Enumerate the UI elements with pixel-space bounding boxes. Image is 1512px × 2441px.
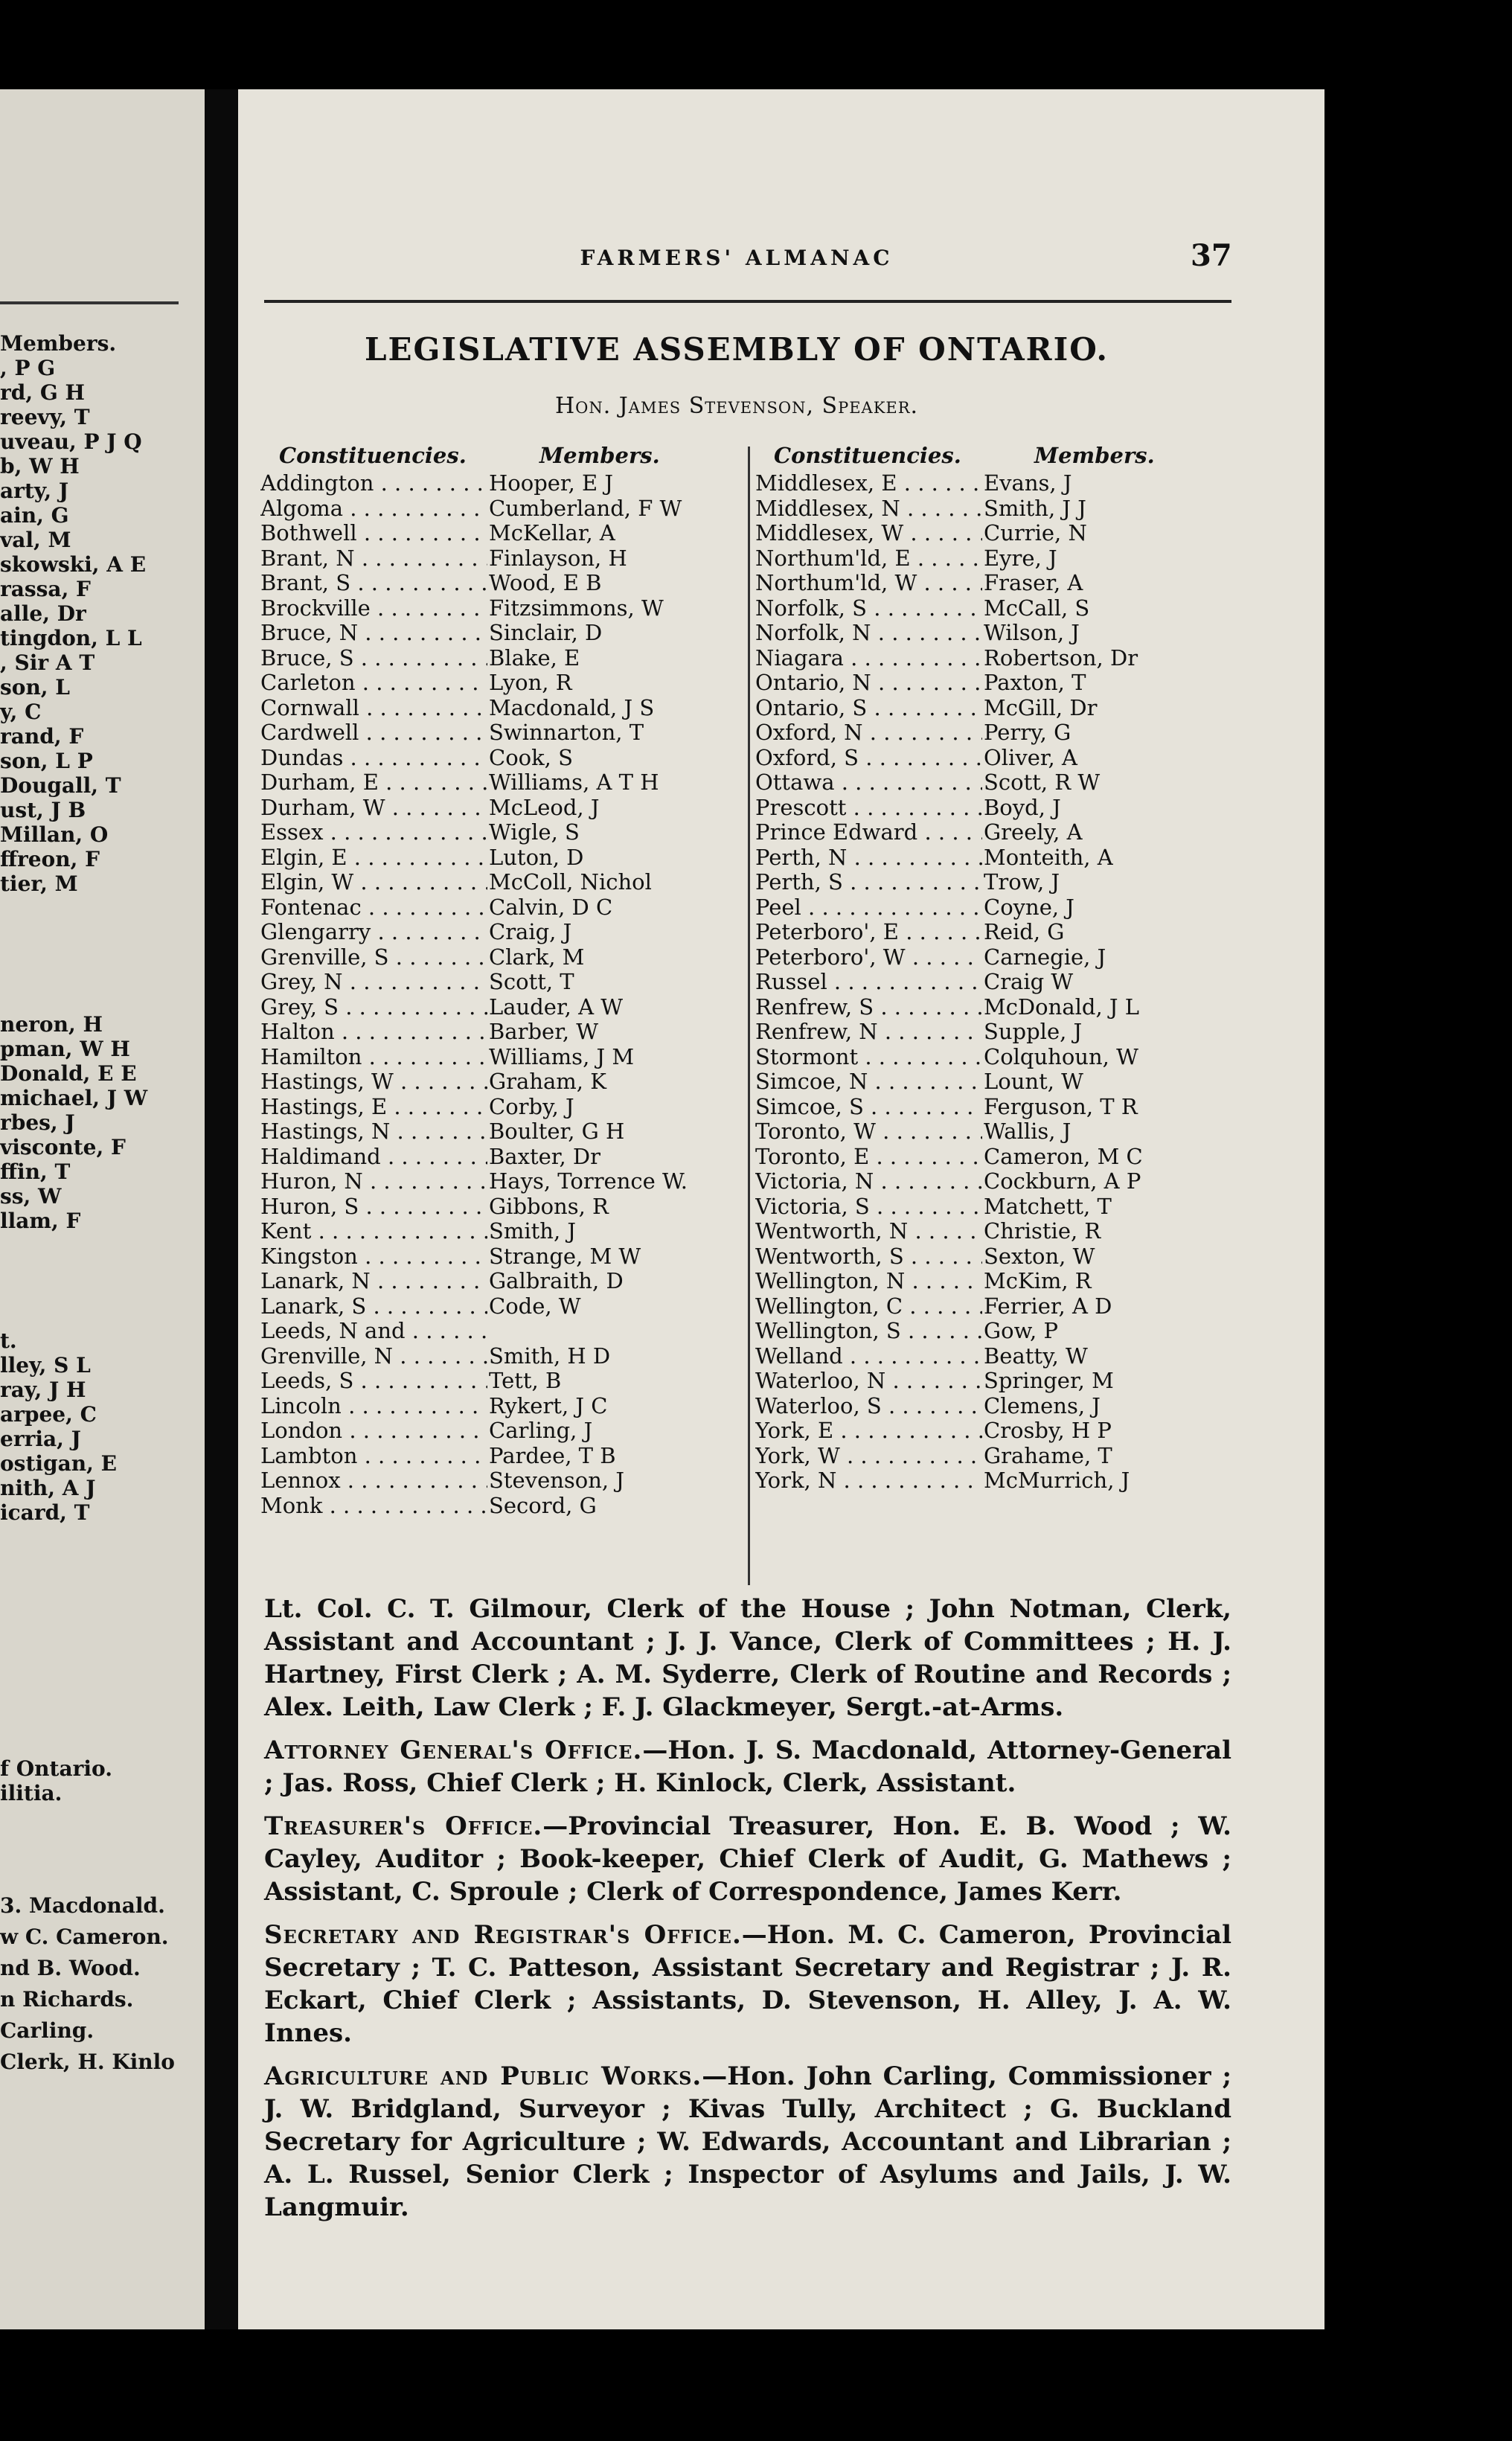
table-row bbox=[260, 945, 744, 970]
member-name: Currie, N bbox=[984, 520, 1087, 546]
treasurer-paragraph bbox=[264, 1810, 1231, 1908]
table-row bbox=[260, 621, 744, 646]
member-name: Robertson, Dr bbox=[984, 644, 1138, 671]
member-name: Cameron, M C bbox=[984, 1143, 1143, 1169]
constituency-name: Addington . . . bbox=[260, 471, 487, 496]
table-row bbox=[260, 1394, 744, 1419]
table-row bbox=[260, 1219, 744, 1244]
constituency-name: Durham, E . . . bbox=[260, 770, 487, 796]
table-row bbox=[755, 546, 1239, 572]
member-name: Perry, G bbox=[984, 720, 1071, 745]
table-row bbox=[260, 521, 744, 546]
constituency-name: Grey, S . . . bbox=[260, 995, 487, 1020]
table-row bbox=[755, 1444, 1239, 1469]
member-name: Strange, M W bbox=[489, 1243, 641, 1269]
member-name: Calvin, D C bbox=[489, 894, 613, 920]
member-name: Secord, G bbox=[489, 1492, 597, 1518]
member-name: Lyon, R bbox=[489, 670, 572, 695]
member-name: Wilson, J bbox=[984, 620, 1080, 645]
table-row bbox=[755, 720, 1239, 746]
constituency-name: Oxford, S . . . bbox=[755, 746, 982, 771]
member-name: Craig W bbox=[984, 969, 1074, 994]
table-row bbox=[260, 646, 744, 671]
member-name: McKim, R bbox=[984, 1268, 1092, 1293]
table-row bbox=[755, 1418, 1239, 1444]
member-name: Williams, J M bbox=[489, 1043, 635, 1069]
member-name: Graham, K bbox=[489, 1069, 606, 1094]
constituency-name: Middlesex, N . . . bbox=[755, 496, 982, 522]
table-row bbox=[755, 596, 1239, 621]
constituencies-header: Constituencies. bbox=[774, 443, 961, 468]
constituency-name: Monk . . . bbox=[260, 1494, 487, 1519]
constituency-name: Northum'ld, E . . . bbox=[755, 546, 982, 572]
constituency-name: Niagara . . . bbox=[755, 646, 982, 671]
constituency-name: Peterboro', W . . . bbox=[755, 945, 982, 970]
member-name: Fitzsimmons, W bbox=[489, 595, 664, 621]
member-name: Pardee, T B bbox=[489, 1442, 616, 1468]
member-name: Galbraith, D bbox=[489, 1268, 624, 1293]
table-row bbox=[755, 1294, 1239, 1319]
constituency-name: Essex . . . bbox=[260, 820, 487, 845]
constituency-name: Waterloo, S . . . bbox=[755, 1394, 982, 1419]
member-name: Swinnarton, T bbox=[489, 720, 644, 745]
member-name: McGill, Dr bbox=[984, 694, 1098, 720]
table-row bbox=[260, 770, 744, 796]
member-name: Fraser, A bbox=[984, 570, 1083, 595]
table-row bbox=[755, 970, 1239, 995]
constituency-name: Haldimand . . . bbox=[260, 1145, 487, 1170]
table-row bbox=[755, 1169, 1239, 1194]
table-row bbox=[755, 1095, 1239, 1120]
member-name: Luton, D bbox=[489, 844, 584, 870]
facing-page-block-2: neron, H pman, W H Donald, E E michael, J W rbes, J visconte, F ffin, T ss, W llam, F bbox=[0, 1012, 148, 1233]
member-name: Boyd, J bbox=[984, 794, 1061, 820]
left-rows bbox=[260, 471, 744, 1518]
table-row bbox=[755, 796, 1239, 821]
constituency-name: Elgin, W . . . bbox=[260, 870, 487, 895]
constituency-name: Norfolk, N . . . bbox=[755, 621, 982, 646]
table-row bbox=[260, 1369, 744, 1394]
table-row bbox=[755, 895, 1239, 921]
table-row bbox=[260, 1069, 744, 1095]
constituency-name: Wellington, N . . . bbox=[755, 1269, 982, 1294]
member-name: Lauder, A W bbox=[489, 994, 624, 1020]
page-number: 37 bbox=[1191, 238, 1232, 273]
constituency-name: Wellington, S . . . bbox=[755, 1319, 982, 1344]
secretary-heading: Secretary and Registrar's Office. bbox=[264, 1920, 742, 1950]
attorney-text: —Hon. J. S. Macdonald, Attorney-General ; Jas. Ross, Chief Clerk ; H. Kinlock, Clerk, Assistant. bbox=[264, 1735, 1231, 1798]
constituency-name: Lanark, S . . . bbox=[260, 1294, 487, 1319]
constituencies-header: Constituencies. bbox=[279, 443, 467, 468]
member-name: Crosby, H P bbox=[984, 1418, 1112, 1443]
table-row bbox=[260, 1145, 744, 1170]
constituency-name: Simcoe, N . . . bbox=[755, 1069, 982, 1095]
constituency-name: Waterloo, N . . . bbox=[755, 1369, 982, 1394]
member-name: Tett, B bbox=[489, 1368, 562, 1393]
table-row bbox=[755, 1369, 1239, 1394]
almanac-page bbox=[238, 89, 1324, 2329]
table-row bbox=[755, 1219, 1239, 1244]
table-row bbox=[755, 995, 1239, 1020]
constituency-name: Carleton . . . bbox=[260, 671, 487, 696]
constituency-name: Brant, S . . . bbox=[260, 571, 487, 596]
header-rule bbox=[264, 300, 1231, 303]
table-row bbox=[260, 845, 744, 871]
table-row bbox=[755, 945, 1239, 970]
left-column-header bbox=[260, 443, 744, 471]
constituency-name: Victoria, S . . . bbox=[755, 1194, 982, 1220]
facing-page-rule bbox=[0, 301, 179, 304]
constituency-name: Leeds, N and . . . bbox=[260, 1319, 487, 1344]
secretary-text: —Hon. M. C. Cameron, Provincial Secretary ; T. C. Patteson, Assistant Secretary and Registrar ; J. R. Eckart, Chief Clerk ; Assistants, D. Stevenson, H. Alley, J. A. W. Innes. bbox=[264, 1920, 1231, 2048]
agriculture-text: —Hon. John Carling, Commissioner ; J. W. Bridgland, Surveyor ; Kivas Tully, Architect ; G. Buckland Secretary for Agriculture ; W. Edwards, Accountant and Librarian ; A. L. Russel, Senior Clerk ; Inspector of Asylums and Jails, J. W. Langmuir. bbox=[264, 2061, 1231, 2222]
member-name: Eyre, J bbox=[984, 545, 1057, 571]
table-row bbox=[755, 1319, 1239, 1344]
member-name: Scott, R W bbox=[984, 770, 1101, 795]
constituency-name: Bruce, N . . . bbox=[260, 621, 487, 646]
constituency-name: Leeds, S . . . bbox=[260, 1369, 487, 1394]
table-row bbox=[260, 1444, 744, 1469]
constituency-name: Brockville . . . bbox=[260, 596, 487, 621]
agriculture-heading: Agriculture and Public Works. bbox=[264, 2061, 702, 2091]
constituency-name: York, E . . . bbox=[755, 1418, 982, 1444]
member-name: Wood, E B bbox=[489, 570, 602, 595]
column-divider bbox=[748, 447, 750, 1585]
member-name: Scott, T bbox=[489, 969, 574, 994]
table-row bbox=[755, 920, 1239, 945]
treasurer-text: —Provincial Treasurer, Hon. E. B. Wood ; W. Cayley, Auditor ; Book-keeper, Chief Clerk of Audit, G. Mathews ; Assistant, C. Sproule ; Clerk of Correspondence, James Kerr. bbox=[264, 1811, 1231, 1907]
member-name: Christie, R bbox=[984, 1218, 1101, 1244]
member-name: Paxton, T bbox=[984, 670, 1086, 695]
member-name: McKellar, A bbox=[489, 520, 615, 546]
constituency-name: Brant, N . . . bbox=[260, 546, 487, 572]
table-row bbox=[260, 895, 744, 921]
member-name: Smith, J J bbox=[984, 495, 1086, 521]
attorney-paragraph bbox=[264, 1734, 1231, 1799]
facing-page-fragment bbox=[0, 89, 205, 2329]
constituency-name: Victoria, N . . . bbox=[755, 1169, 982, 1194]
right-rows bbox=[755, 471, 1239, 1494]
attorney-heading: Attorney General's Office. bbox=[264, 1735, 643, 1765]
constituency-name: Russel . . . bbox=[755, 970, 982, 995]
secretary-paragraph bbox=[264, 1919, 1231, 2050]
member-name: Lount, W bbox=[984, 1069, 1083, 1094]
member-name: Carling, J bbox=[489, 1418, 593, 1443]
table-row bbox=[260, 546, 744, 572]
member-name: McMurrich, J bbox=[984, 1468, 1130, 1493]
table-row bbox=[260, 696, 744, 721]
constituency-name: Simcoe, S . . . bbox=[755, 1095, 982, 1120]
constituency-name: Lincoln . . . bbox=[260, 1394, 487, 1419]
constituency-name: Middlesex, W . . . bbox=[755, 521, 982, 546]
table-row bbox=[755, 1344, 1239, 1369]
constituency-name: Lanark, N . . . bbox=[260, 1269, 487, 1294]
speaker-line: Hon. James Stevenson, Speaker. bbox=[554, 393, 919, 419]
table-row bbox=[260, 596, 744, 621]
constituency-name: Hastings, E . . . bbox=[260, 1095, 487, 1120]
constituency-name: Middlesex, E . . . bbox=[755, 471, 982, 496]
constituency-name: Lennox . . . bbox=[260, 1468, 487, 1494]
constituency-name: Prescott . . . bbox=[755, 796, 982, 821]
constituency-name: Wentworth, S . . . bbox=[755, 1244, 982, 1270]
table-row bbox=[755, 1269, 1239, 1294]
table-row bbox=[755, 1244, 1239, 1270]
member-name: Monteith, A bbox=[984, 844, 1113, 870]
table-row bbox=[755, 746, 1239, 771]
constituency-name: Northum'ld, W . . . bbox=[755, 571, 982, 596]
table-row bbox=[260, 746, 744, 771]
constituency-name: Ontario, S . . . bbox=[755, 696, 982, 721]
constituency-name: Ontario, N . . . bbox=[755, 671, 982, 696]
member-name: Boulter, G H bbox=[489, 1119, 625, 1144]
member-name: Cook, S bbox=[489, 744, 573, 770]
table-row bbox=[260, 870, 744, 895]
members-header: Members. bbox=[1034, 443, 1155, 468]
member-name: Sexton, W bbox=[984, 1243, 1095, 1269]
table-row bbox=[260, 1169, 744, 1194]
constituency-name: Prince Edward . . . bbox=[755, 820, 982, 845]
table-row bbox=[755, 621, 1239, 646]
constituency-name: Bruce, S . . . bbox=[260, 646, 487, 671]
constituency-name: Toronto, E . . . bbox=[755, 1145, 982, 1170]
table-row bbox=[260, 1194, 744, 1220]
member-name: Wigle, S bbox=[489, 819, 580, 845]
member-name: Ferrier, A D bbox=[984, 1293, 1112, 1319]
member-name bbox=[487, 1319, 489, 1344]
member-name: Grahame, T bbox=[984, 1442, 1112, 1468]
table-row bbox=[755, 1394, 1239, 1419]
table-row bbox=[755, 1468, 1239, 1494]
constituency-name: Cornwall . . . bbox=[260, 696, 487, 721]
table-row bbox=[755, 870, 1239, 895]
constituency-name: Grenville, S . . . bbox=[260, 945, 487, 970]
member-name: Smith, H D bbox=[489, 1343, 611, 1369]
constituency-name: Lambton . . . bbox=[260, 1444, 487, 1469]
table-row bbox=[260, 471, 744, 496]
facing-page-block-5: 3. Macdonald. w C. Cameron. nd B. Wood. n Richards. Carling. Clerk, H. Kinlo bbox=[0, 1893, 175, 2074]
table-row bbox=[260, 1468, 744, 1494]
member-name: Rykert, J C bbox=[489, 1392, 608, 1418]
table-row bbox=[755, 471, 1239, 496]
table-row bbox=[755, 1119, 1239, 1145]
constituency-name: Oxford, N . . . bbox=[755, 720, 982, 746]
member-name: Springer, M bbox=[984, 1368, 1114, 1393]
constituency-name: York, N . . . bbox=[755, 1468, 982, 1494]
constituency-name: Hastings, W . . . bbox=[260, 1069, 487, 1095]
constituency-name: Huron, S . . . bbox=[260, 1194, 487, 1220]
table-row bbox=[755, 1145, 1239, 1170]
constituency-name: Hastings, N . . . bbox=[260, 1119, 487, 1145]
right-column-header bbox=[755, 443, 1239, 471]
table-row bbox=[755, 770, 1239, 796]
constituency-name: Fontenac . . . bbox=[260, 895, 487, 921]
table-row bbox=[755, 1045, 1239, 1070]
member-name: Evans, J bbox=[984, 470, 1072, 496]
constituency-name: Ottawa . . . bbox=[755, 770, 982, 796]
constituency-name: Glengarry . . . bbox=[260, 920, 487, 945]
constituency-name: Renfrew, S . . . bbox=[755, 995, 982, 1020]
table-row bbox=[260, 720, 744, 746]
member-name: Williams, A T H bbox=[489, 770, 659, 795]
table-row bbox=[260, 1045, 744, 1070]
constituency-name: Elgin, E . . . bbox=[260, 845, 487, 871]
table-row bbox=[260, 1344, 744, 1369]
member-name: McDonald, J L bbox=[984, 994, 1139, 1020]
member-name: Baxter, Dr bbox=[489, 1143, 600, 1169]
table-row bbox=[260, 496, 744, 522]
constituency-name: Huron, N . . . bbox=[260, 1169, 487, 1194]
table-row bbox=[755, 496, 1239, 522]
facing-page-block-3: t. lley, S L ray, J H arpee, C erria, J ostigan, E nith, A J icard, T bbox=[0, 1328, 117, 1525]
constituency-name: Stormont . . . bbox=[755, 1045, 982, 1070]
constituency-name: Grenville, N . . . bbox=[260, 1344, 487, 1369]
member-name: McColl, Nichol bbox=[489, 869, 652, 895]
member-name: Matchett, T bbox=[984, 1193, 1112, 1219]
table-row bbox=[755, 671, 1239, 696]
constituency-name: Algoma . . . bbox=[260, 496, 487, 522]
member-name: Gibbons, R bbox=[489, 1193, 609, 1219]
member-name: Barber, W bbox=[489, 1019, 599, 1044]
table-row bbox=[755, 646, 1239, 671]
constituency-name: Toronto, W . . . bbox=[755, 1119, 982, 1145]
member-name: Ferguson, T R bbox=[984, 1093, 1138, 1119]
left-column bbox=[260, 443, 744, 1518]
members-header: Members. bbox=[539, 443, 660, 468]
table-row bbox=[260, 1319, 744, 1344]
right-column bbox=[755, 443, 1239, 1494]
member-name: Macdonald, J S bbox=[489, 694, 655, 720]
member-name: Carnegie, J bbox=[984, 944, 1106, 970]
table-row bbox=[755, 696, 1239, 721]
table-row bbox=[260, 1418, 744, 1444]
constituency-name: Dundas . . . bbox=[260, 746, 487, 771]
member-name: Craig, J bbox=[489, 919, 572, 944]
table-row bbox=[260, 1020, 744, 1045]
constituency-name: Renfrew, N . . . bbox=[755, 1020, 982, 1045]
table-row bbox=[260, 1269, 744, 1294]
book-gutter bbox=[205, 89, 238, 2329]
table-row bbox=[755, 845, 1239, 871]
table-row bbox=[260, 1294, 744, 1319]
constituency-name: York, W . . . bbox=[755, 1444, 982, 1469]
member-name: Beatty, W bbox=[984, 1343, 1088, 1369]
constituency-name: Norfolk, S . . . bbox=[755, 596, 982, 621]
member-name: Corby, J bbox=[489, 1093, 574, 1119]
member-name: Reid, G bbox=[984, 919, 1065, 944]
running-head: FARMERS' ALMANAC bbox=[580, 246, 894, 270]
constituency-name: Durham, W . . . bbox=[260, 796, 487, 821]
constituency-name: Bothwell . . . bbox=[260, 521, 487, 546]
table-row bbox=[260, 920, 744, 945]
clerks-paragraph: Lt. Col. C. T. Gilmour, Clerk of the House ; John Notman, Clerk, Assistant and Accountant ; J. J. Vance, Clerk of Committees ; H. J. Hartney, First Clerk ; A. M. Syderre, Clerk of Routine and Records ; Alex. Leith, Law Clerk ; F. J. Glackmeyer, Sergt.-at-Arms. bbox=[264, 1594, 1231, 1722]
constituency-name: London . . . bbox=[260, 1418, 487, 1444]
constituency-name: Peterboro', E . . . bbox=[755, 920, 982, 945]
member-name: Colquhoun, W bbox=[984, 1043, 1138, 1069]
member-name: Sinclair, D bbox=[489, 620, 603, 645]
page-title: LEGISLATIVE ASSEMBLY OF ONTARIO. bbox=[365, 331, 1109, 368]
constituency-name: Cardwell . . . bbox=[260, 720, 487, 746]
member-name: Coyne, J bbox=[984, 894, 1074, 920]
constituency-name: Kent . . . bbox=[260, 1219, 487, 1244]
member-name: Gow, P bbox=[984, 1318, 1058, 1343]
member-name: Clemens, J bbox=[984, 1392, 1101, 1418]
table-row bbox=[260, 820, 744, 845]
table-row bbox=[260, 796, 744, 821]
table-row bbox=[755, 1069, 1239, 1095]
table-row bbox=[755, 1020, 1239, 1045]
member-name: McLeod, J bbox=[489, 794, 600, 820]
constituency-name: Peel . . . bbox=[755, 895, 982, 921]
treasurer-heading: Treasurer's Office. bbox=[264, 1811, 543, 1841]
member-name: Smith, J bbox=[489, 1218, 577, 1244]
member-name: Hays, Torrence W. bbox=[489, 1168, 688, 1194]
constituency-name: Halton . . . bbox=[260, 1020, 487, 1045]
member-name: Finlayson, H bbox=[489, 545, 627, 571]
table-row bbox=[755, 820, 1239, 845]
table-row bbox=[260, 995, 744, 1020]
member-name: Clark, M bbox=[489, 944, 585, 970]
table-row bbox=[260, 671, 744, 696]
constituency-name: Wellington, C . . . bbox=[755, 1294, 982, 1319]
member-name: Code, W bbox=[489, 1293, 581, 1319]
member-name: Cumberland, F W bbox=[489, 495, 682, 521]
member-name: Wallis, J bbox=[984, 1119, 1071, 1144]
table-row bbox=[755, 1194, 1239, 1220]
facing-page-block-1: Members. , P G rd, G H reevy, T uveau, P J Q b, W H arty, J ain, G val, M skowski, A E rassa, F alle, Dr tingdon, L L , Sir A T son, L y, C rand, F son, L P Dougall, T ust, J B Millan, O ffreon, F tier, M bbox=[0, 331, 147, 896]
facing-page-block-4: f Ontario. ilitia. bbox=[0, 1756, 112, 1805]
table-row bbox=[260, 1494, 744, 1519]
member-name: Oliver, A bbox=[984, 744, 1077, 770]
constituency-name: Welland . . . bbox=[755, 1344, 982, 1369]
table-row bbox=[260, 1119, 744, 1145]
offices-text bbox=[264, 1593, 1231, 2234]
constituency-name: Wentworth, N . . . bbox=[755, 1219, 982, 1244]
table-row bbox=[260, 571, 744, 596]
member-name: Cockburn, A P bbox=[984, 1168, 1141, 1194]
member-name: Greely, A bbox=[984, 819, 1083, 845]
member-name: Trow, J bbox=[984, 869, 1060, 895]
agriculture-paragraph bbox=[264, 2060, 1231, 2224]
constituency-name: Hamilton . . . bbox=[260, 1045, 487, 1070]
member-name: Hooper, E J bbox=[489, 470, 614, 496]
constituency-name: Perth, S . . . bbox=[755, 870, 982, 895]
constituency-name: Perth, N . . . bbox=[755, 845, 982, 871]
member-name: Supple, J bbox=[984, 1019, 1083, 1044]
member-name: Stevenson, J bbox=[489, 1468, 624, 1493]
constituency-name: Grey, N . . . bbox=[260, 970, 487, 995]
table-row bbox=[260, 1095, 744, 1120]
table-row bbox=[755, 521, 1239, 546]
table-row bbox=[260, 970, 744, 995]
table-row bbox=[260, 1244, 744, 1270]
table-row bbox=[755, 571, 1239, 596]
member-name: Blake, E bbox=[489, 644, 580, 671]
constituency-name: Kingston . . . bbox=[260, 1244, 487, 1270]
member-name: McCall, S bbox=[984, 595, 1090, 621]
